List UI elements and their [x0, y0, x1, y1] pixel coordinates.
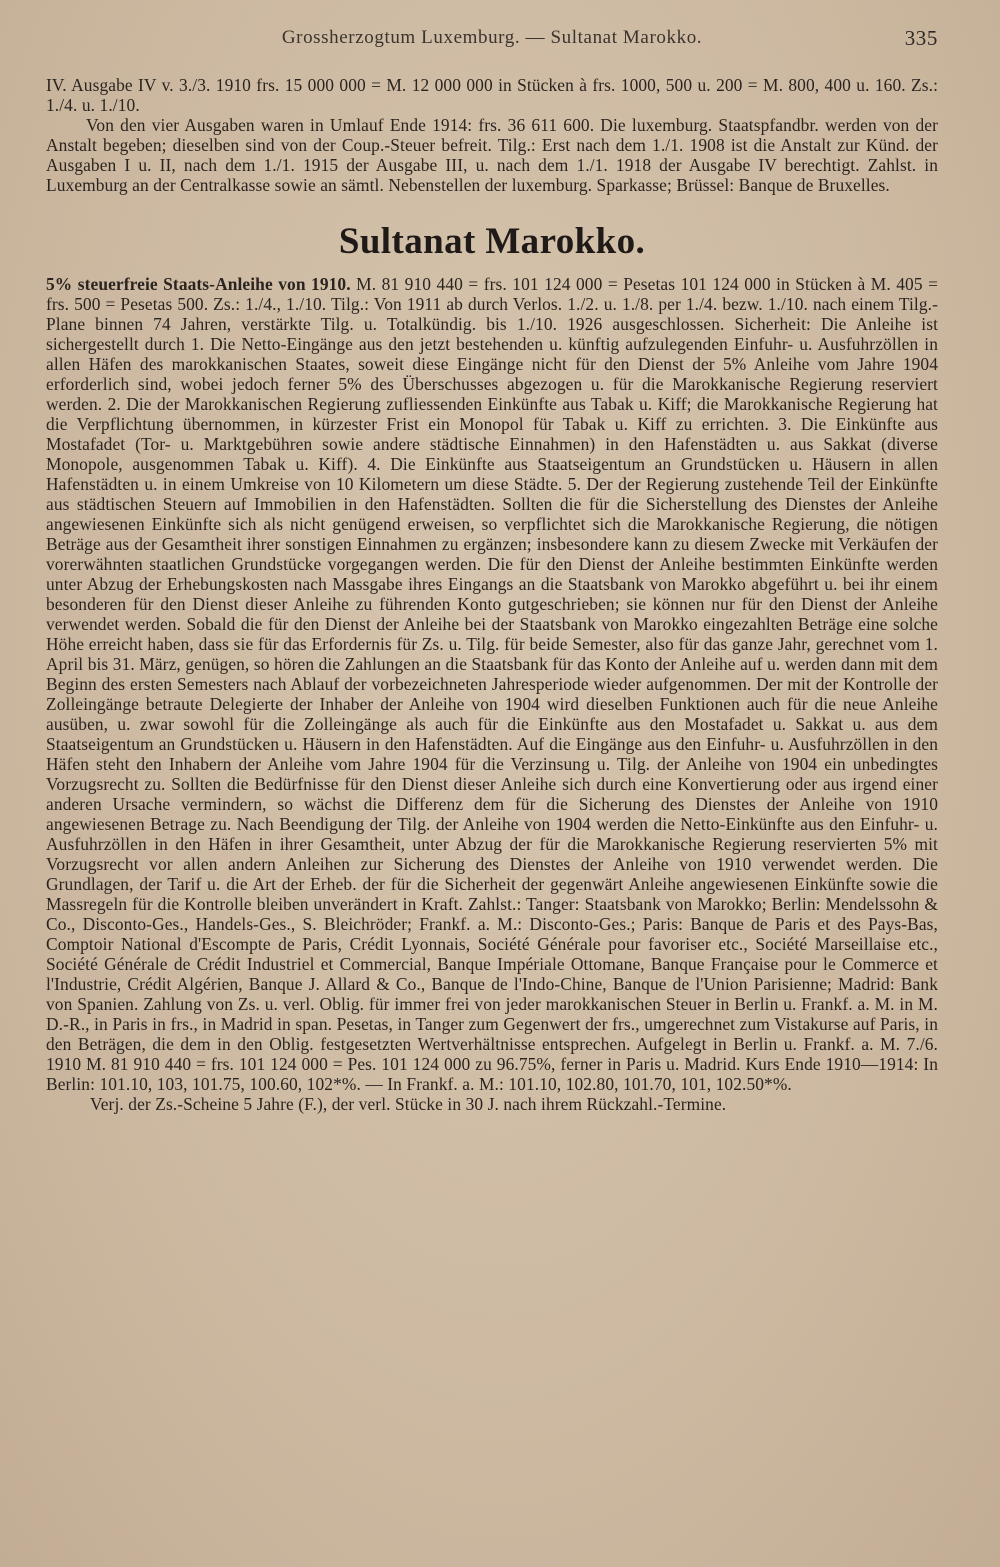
loan-body: M. 81 910 440 = frs. 101 124 000 = Pesetas 101 124 000 in Stücken à M. 405 = frs. 500 = Pesetas 500. Zs.: 1./4., 1./10. Tilg.: Von 1911 ab durch Verlos. 1./2. u. 1./8. per 1./4. bezw. 1./10. nach einem Tilg.-Plane binnen 74 Jahren, verstärkte Tilg. u. Totalkündig. bis 1./10. 1926 ausgeschlossen. Sicherheit: Die Anleihe ist sichergestellt durch 1. Die Netto-Eingänge aus den jetzt bestehenden u. künftig aufzulegenden Einfuhr- u. Ausfuhrzöllen in allen Häfen des marokkanischen Staates, soweit diese Eingänge nicht für den Dienst der 5% Anleihe vom Jahre 1904 erforderlich sind, wobei jedoch ferner 5% des Überschusses abgezogen u. für die Marokkanische Regierung reserviert werden. 2. Die der Marokkanischen Regierung zufliessenden Einkünfte aus Tabak u. Kiff; die Marokkanische Regierung hat die Verpflichtung übernommen, in kürzester Frist ein Monopol für Tabak u. Kiff zu errichten. 3. Die Einkünfte aus Mostafadet (Tor- u. Marktgebühren sowie andere städtische Einnahmen) in den Hafenstädten u. aus Sakkat (diverse Monopole, ausgenommen Tabak u. Kiff). 4. Die Einkünfte aus Staatseigentum an Grundstücken u. Häusern in allen Hafenstädten u. in einem Umkreise von 10 Kilometern um diese Städte. 5. Der der Regierung zustehende Teil der Einkünfte aus städtischen Steuern auf Immobilien in den Hafenstädten. Sollten die für die Sicherstellung des Dienstes der Anleihe angewiesenen Einkünfte sich als nicht genügend erweisen, so verpflichtet sich die Marokkanische Regierung, die nötigen Beträge aus der Gesamtheit ihrer sonstigen Einnahmen zu ergänzen; insbesondere kann zu diesem Zwecke mit Verkäufen der vorerwähnten staatlichen Grundstücke vorgegangen werden. Die für den Dienst der Anleihe bestimmten Einkünfte werden unter Abzug der Erhebungskosten nach Massgabe ihres Eingangs an die Staatsbank von Marokko abgeführt u. bei ihr einem besonderen für den Dienst dieser Anleihe zu führenden Konto gutgeschrieben; sie können nur für den Dienst der Anleihe verwendet werden. Sobald die für den Dienst der Anleihe bei der Staatsbank von Marokko eingezahlten Beträge eine solche Höhe erreicht haben, dass sie für das Erfordernis für Zs. u. Tilg. für beide Semester, also für das ganze Jahr, gerechnet vom 1. April bis 31. März, genügen, so hören die Zahlungen an die Staatsbank für das Konto der Anleihe auf u. werden dann mit dem Beginn des ersten Semesters nach Ablauf der vorbezeichneten Jahresperiode wieder aufgenommen. Der mit der Kontrolle der Zolleingänge betraute Delegierte der Inhaber der Anleihe von 1904 wird dieselben Funktionen auch für die neue Anleihe ausüben, u. zwar sowohl für die Zolleingänge als auch für die Einkünfte aus den Mostafadet u. Sakkat u. aus dem Staatseigentum an Grundstücken u. Häusern in den Hafenstädten. Auf die Eingänge aus den Einfuhr- u. Ausfuhrzöllen in den Häfen steht den Inhabern der Anleihe vom Jahre 1904 für die Verzinsung u. Tilg. der Anleihe von 1904 ein unbedingtes Vorzugsrecht zu. Sollten die Bedürfnisse für den Dienst dieser Anleihe sich durch eine Konvertierung oder aus irgend einer anderen Ursache vermindern, so wächst die Differenz dem für die Sicherung des Dienstes der Anleihe von 1910 angewiesenen Betrage zu. Nach Beendigung der Tilg. der Anleihe von 1904 werden die Netto-Einkünfte aus den Einfuhr- u. Ausfuhrzöllen in den Häfen in ihrer Gesamtheit, unter Abzug der für die Marokkanische Regierung reservierten 5% mit Vorzugsrecht vor allen andern Anleihen zur Sicherung des Dienstes der Anleihe von 1910 verwendet werden. Die Grundlagen, der Tarif u. die Art der Erheb. der für die Sicherheit der gegenwärt Anleihe angewiesenen Einkünfte sowie die Massregeln für die Kontrolle bleiben unverändert in Kraft. Zahlst.: Tanger: Staatsbank von Marokko; Berlin: Mendelssohn & Co., Disconto-Ges., Handels-Ges., S. Bleichröder; Frankf. a. M.: Disconto-Ges.; Paris: Banque de Paris et des Pays-Bas, Comptoir National d'Escompte de Paris, Crédit Lyonnais, Société Générale pour favoriser etc., Société Marseillaise etc., Société Générale de Crédit Industriel et Commercial, Banque Impériale Ottomane, Banque Française pour le Commerce et l'Industrie, Crédit Algérien, Banque J. Allard & Co., Banque de l'Indo-Chine, Banque de l'Union Parisienne; Madrid: Bank von Spanien. Zahlung von Zs. u. verl. Oblig. für immer frei von jeder marokkanischen Steuer in Berlin u. Frankf. a. M. in M. D.-R., in Paris in frs., in Madrid in span. Pesetas, in Tanger zum Gegenwert der frs., umgerechnet zum Vistakurse auf Paris, in den Beträgen, die dem in den Oblig. festgesetzten Wertverhältnisse entsprechen. Aufgelegt in Berlin u. Frankf. a. M. 7./6. 1910 M. 81 910 440 = frs. 101 124 000 = Pes. 101 124 000 zu 96.75%, ferner in Paris u. Madrid. Kurs Ende 1910—1914: In Berlin: 101.10, 103, 101.75, 100.60, 102*%. — In Frankf. a. M.: 101.10, 102.80, 101.70, 101, 102.50*%. — [46, 274, 938, 1094]
running-title: Grossherzogtum Luxemburg. — Sultanat Marokko. — [281, 27, 703, 48]
loan-heading: 5% steuerfreie Staats-Anleihe von 1910. — [46, 274, 351, 294]
luxemburg-circulation-paragraph: Von den vier Ausgaben waren in Umlauf Ende 1914: frs. 36 611 600. Die luxemburg. Staatspfandbr. werden von der Anstalt begeben; dieselben sind von der Coup.-Steuer befreit. Tilg.: Erst nach dem 1./1. 1908 ist die Anstalt zur Künd. der Ausgaben I u. II, nach dem 1./1. 1915 der Ausgabe III, u. nach dem 1./1. 1918 der Ausgabe IV berechtigt. Zahlst. in Luxemburg an der Centralkasse sowie an sämtl. Nebenstellen der luxemburg. Sparkasse; Brüssel: Banque de Bruxelles. — [46, 115, 938, 195]
section-title: Sultanat Marokko. — [338, 221, 646, 262]
luxemburg-issue-iv-paragraph: IV. Ausgabe IV v. 3./3. 1910 frs. 15 000 000 = M. 12 000 000 in Stücken à frs. 1000, 500 u. 200 = M. 800, 400 u. 160. Zs.: 1./4. u. 1./10. — [46, 75, 938, 115]
page-number: 335 — [904, 26, 938, 50]
morocco-loan-paragraph — [46, 274, 938, 1094]
morocco-section — [46, 274, 938, 1114]
closing-line: Verj. der Zs.-Scheine 5 Jahre (F.), der verl. Stücke in 30 J. nach ihrem Rückzahl.-Termine. — [90, 1094, 727, 1114]
running-header — [46, 22, 938, 58]
luxemburg-section — [46, 75, 938, 195]
